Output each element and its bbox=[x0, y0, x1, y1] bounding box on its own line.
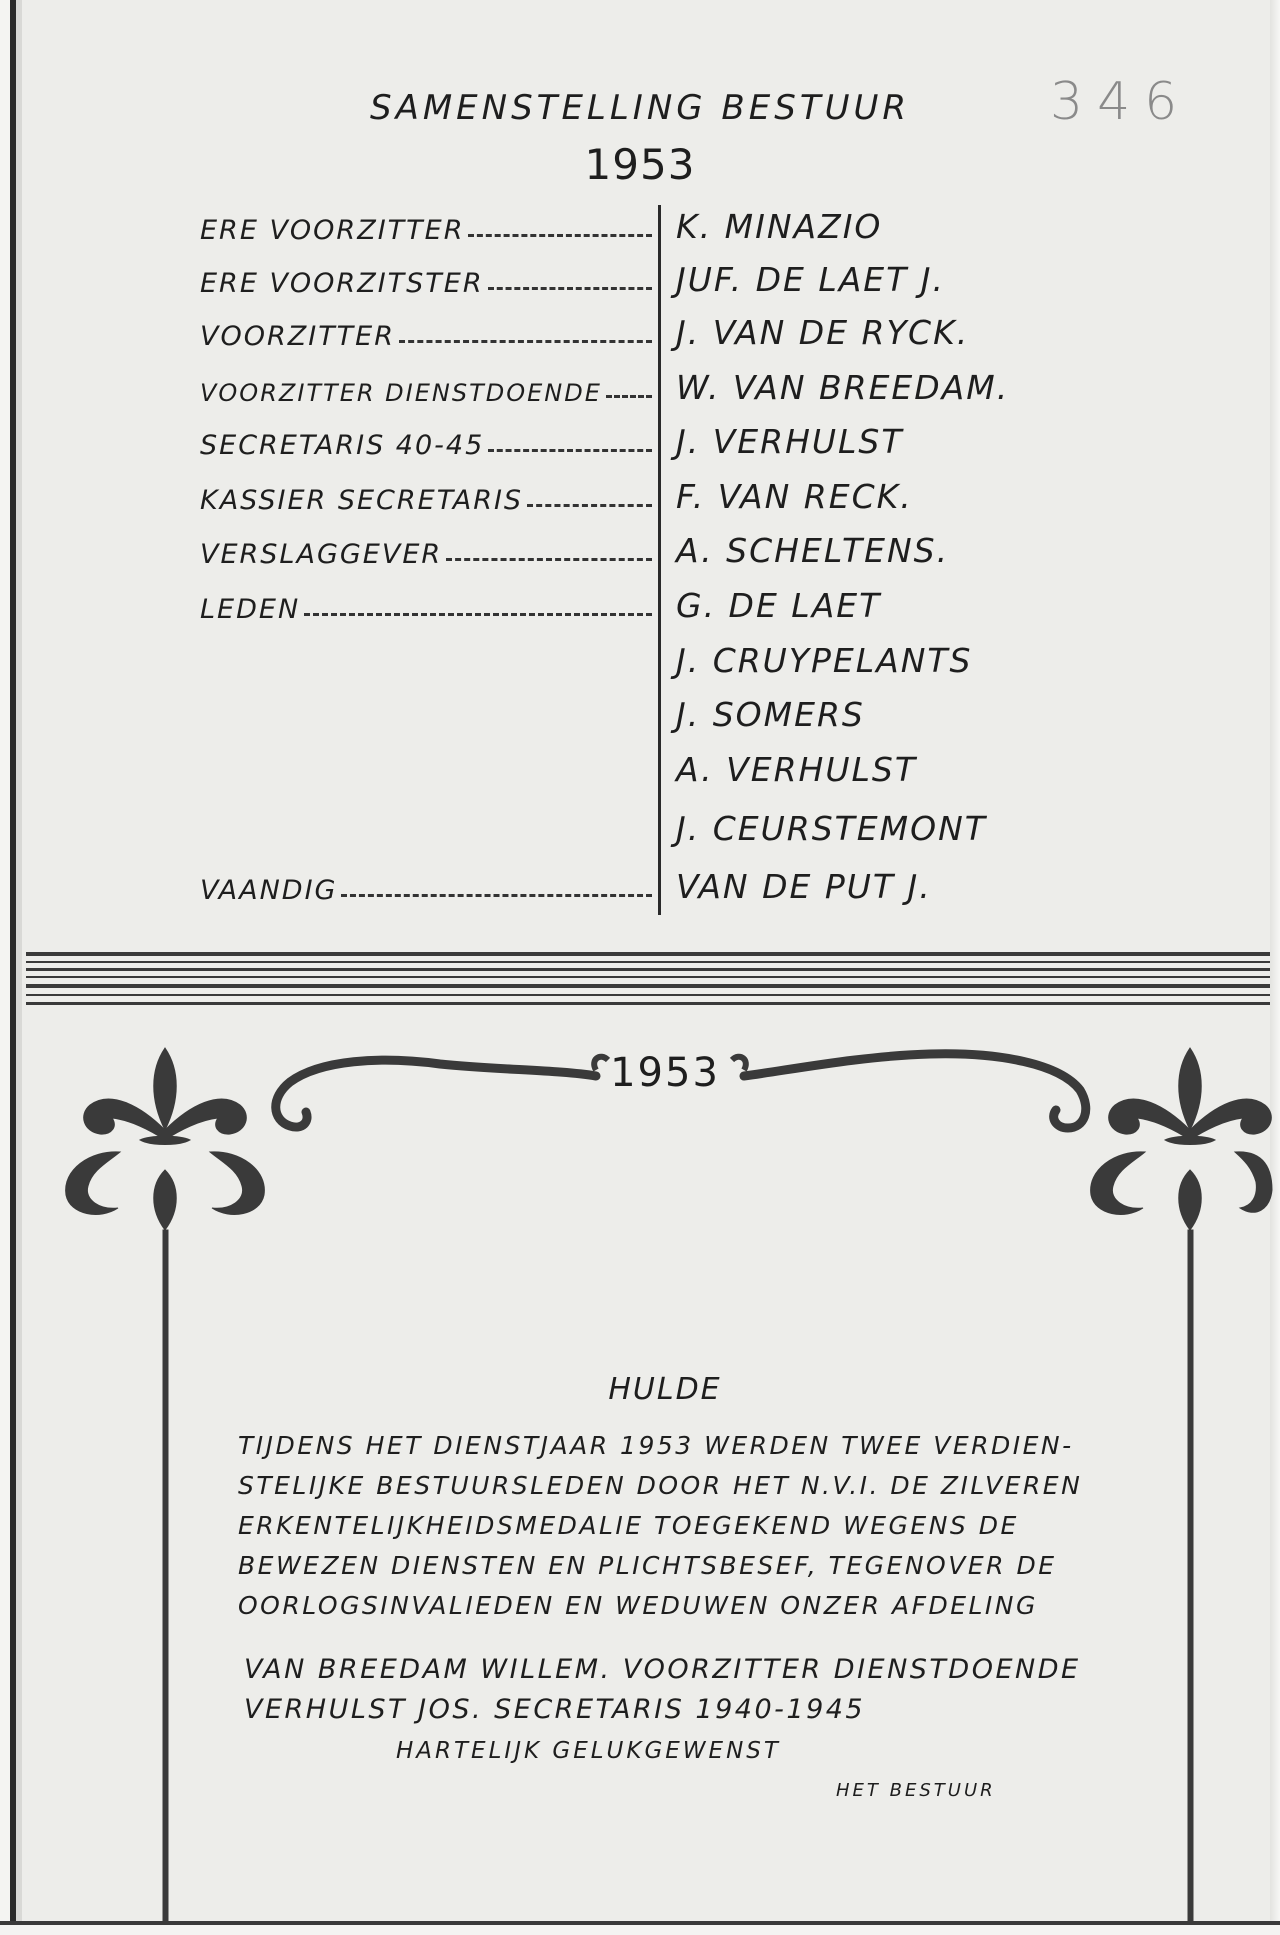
member-name: A. SCHELTENS. bbox=[676, 531, 950, 570]
role-verslaggever bbox=[200, 530, 652, 570]
role-label: ERE VOORZITSTER bbox=[200, 268, 484, 299]
leader-dashes bbox=[488, 287, 652, 290]
member-name: VAN DE PUT J. bbox=[676, 867, 932, 906]
member-name: W. VAN BREEDAM. bbox=[676, 368, 1010, 407]
page-number: 346 bbox=[1050, 72, 1192, 132]
board-year: 1953 bbox=[584, 140, 696, 189]
role-voorzitter-dienstdoende bbox=[200, 367, 652, 407]
role-voorzitter bbox=[200, 312, 652, 352]
role-ere-voorzitter bbox=[200, 206, 652, 246]
hulde-line: OORLOGSINVALIEDEN EN WEDUWEN ONZER AFDELING bbox=[238, 1591, 1038, 1620]
role-label: VERSLAGGEVER bbox=[200, 539, 443, 570]
scroll-right-icon bbox=[744, 1054, 1086, 1128]
leader-dashes bbox=[341, 894, 652, 897]
fleur-de-lis-left-icon bbox=[66, 1048, 265, 1230]
role-ere-voorzitster bbox=[200, 259, 652, 299]
member-name: J. CRUYPELANTS bbox=[676, 641, 973, 680]
role-label: KASSIER SECRETARIS bbox=[200, 485, 524, 516]
member-name: K. MINAZIO bbox=[676, 207, 883, 246]
leader-dashes bbox=[488, 449, 652, 452]
role-leden bbox=[200, 585, 652, 625]
member-name: J. SOMERS bbox=[676, 695, 865, 734]
hulde-title: HULDE bbox=[608, 1372, 722, 1407]
leader-dashes bbox=[606, 395, 652, 398]
role-label: VOORZITTER DIENSTDOENDE bbox=[200, 379, 602, 407]
leader-dashes bbox=[446, 558, 652, 561]
member-name: JUF. DE LAET J. bbox=[676, 260, 946, 299]
hulde-body bbox=[238, 1420, 1138, 1620]
hulde-line: BEWEZEN DIENSTEN EN PLICHTSBESEF, TEGENOVER DE bbox=[238, 1551, 1057, 1580]
greeting: HARTELIJK GELUKGEWENST bbox=[396, 1738, 781, 1764]
scroll-left-icon bbox=[276, 1060, 596, 1127]
hulde-line: TIJDENS HET DIENSTJAAR 1953 WERDEN TWEE VERDIEN- bbox=[238, 1431, 1074, 1460]
honoree-line: VERHULST JOS. SECRETARIS 1940-1945 bbox=[244, 1694, 866, 1725]
leader-dashes bbox=[527, 504, 652, 507]
member-name: A. VERHULST bbox=[676, 750, 917, 789]
board-title: SAMENSTELLING BESTUUR bbox=[370, 88, 910, 128]
leader-dashes bbox=[399, 340, 652, 343]
member-name: J. CEURSTEMONT bbox=[676, 809, 987, 848]
stem-left bbox=[163, 1230, 168, 1925]
role-label: LEDEN bbox=[200, 594, 301, 625]
page-bottom-edge bbox=[0, 1921, 1280, 1935]
honoree-line: VAN BREEDAM WILLEM. VOORZITTER DIENSTDOENDE bbox=[244, 1654, 1081, 1685]
role-label: ERE VOORZITTER bbox=[200, 215, 465, 246]
fleur-de-lis-right-icon bbox=[1091, 1048, 1272, 1230]
role-label: SECRETARIS 40-45 bbox=[200, 430, 485, 461]
board-roster bbox=[0, 0, 1280, 930]
role-label: VOORZITTER bbox=[200, 321, 395, 352]
stem-right bbox=[1188, 1230, 1193, 1925]
member-name: J. VERHULST bbox=[676, 422, 904, 461]
double-rule-divider bbox=[26, 952, 1270, 1012]
roster-divider bbox=[658, 205, 661, 915]
ornament-year: 1953 bbox=[610, 1050, 720, 1096]
leader-dashes bbox=[468, 234, 652, 237]
hulde-line: ERKENTELIJKHEIDSMEDALIE TOEGEKEND WEGENS DE bbox=[238, 1511, 1019, 1540]
role-vaandig bbox=[200, 866, 652, 906]
member-name: G. DE LAET bbox=[676, 586, 882, 625]
role-label: VAANDIG bbox=[200, 875, 338, 906]
role-kassier-secretaris bbox=[200, 476, 652, 516]
leader-dashes bbox=[304, 613, 652, 616]
member-name: F. VAN RECK. bbox=[676, 477, 913, 516]
hulde-line: STELIJKE BESTUURSLEDEN DOOR HET N.V.I. DE ZILVEREN bbox=[238, 1471, 1083, 1500]
signoff: HET BESTUUR bbox=[836, 1780, 996, 1801]
member-name: J. VAN DE RYCK. bbox=[676, 313, 970, 352]
role-secretaris bbox=[200, 421, 652, 461]
